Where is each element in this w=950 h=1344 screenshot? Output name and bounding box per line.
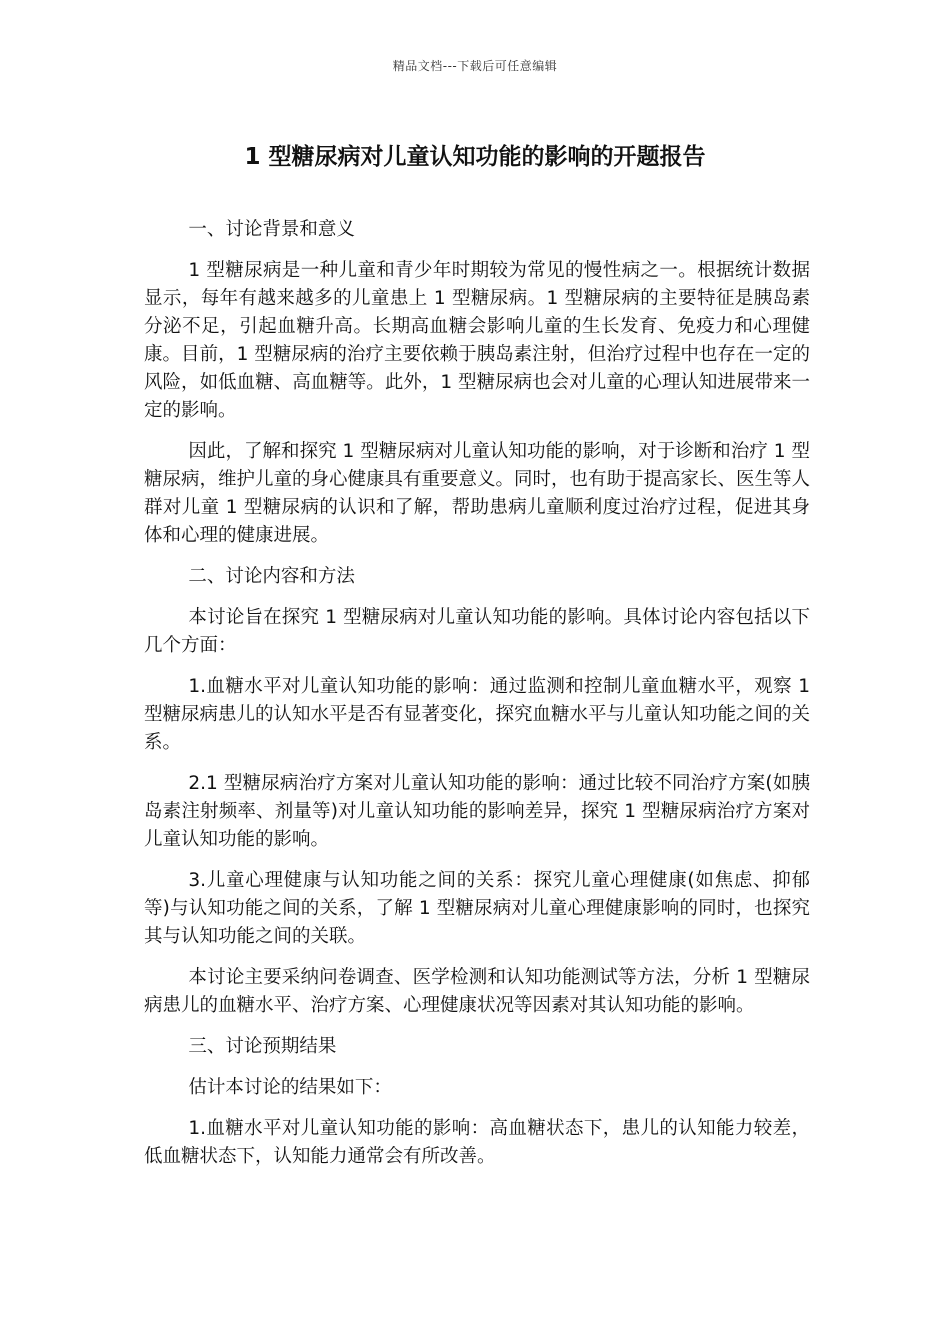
list-item-blood-sugar: 1.血糖水平对儿童认知功能的影响：通过监测和控制儿童血糖水平，观察 1 型糖尿病患儿的认知水平是否有显著变化，探究血糖水平与儿童认知功能之间的关系。 — [144, 676, 811, 753]
paragraph-background-2: 因此，了解和探究 1 型糖尿病对儿童认知功能的影响，对于诊断和治疗 1 型糖尿病，维护儿童的身心健康具有重要意义。同时，也有助于提高家长、医生等人群对儿童 1 型糖尿病的认识和了解，帮助患病儿童顺利度过治疗过程，促进其身体和心理的健康进展。 — [144, 441, 811, 546]
section-heading-background: 一、讨论背景和意义 — [188, 219, 355, 240]
paragraph-content-intro: 本讨论旨在探究 1 型糖尿病对儿童认知功能的影响。具体讨论内容包括以下几个方面： — [144, 607, 810, 656]
paragraph-results-intro: 估计本讨论的结果如下： — [188, 1077, 392, 1098]
section-heading-expected-results: 三、讨论预期结果 — [188, 1036, 337, 1057]
section-heading-content-methods: 二、讨论内容和方法 — [188, 566, 355, 587]
document-title: 1 型糖尿病对儿童认知功能的影响的开题报告 — [244, 144, 706, 170]
page-header-note: 精品文档---下载后可任意编辑 — [392, 59, 558, 73]
paragraph-methods: 本讨论主要采纳问卷调查、医学检测和认知功能测试等方法，分析 1 型糖尿病患儿的血糖水平、治疗方案、心理健康状况等因素对其认知功能的影响。 — [144, 967, 810, 1016]
document-body — [144, 216, 810, 1184]
list-item-treatment-plan: 2.1 型糖尿病治疗方案对儿童认知功能的影响：通过比较不同治疗方案(如胰岛素注射频率、剂量等)对儿童认知功能的影响差异，探究 1 型糖尿病治疗方案对儿童认知功能的影响。 — [144, 773, 810, 850]
paragraph-background-1: 1 型糖尿病是一种儿童和青少年时期较为常见的慢性病之一。根据统计数据显示，每年有越来越多的儿童患上 1 型糖尿病。1 型糖尿病的主要特征是胰岛素分泌不足，引起血糖升高。长期高血糖会影响儿童的生长发育、免疫力和心理健康。目前，1 型糖尿病的治疗主要依赖于胰岛素注射，但治疗过程中也存在一定的风险，如低血糖、高血糖等。此外，1 型糖尿病也会对儿童的心理认知进展带来一定的影响。 — [144, 260, 810, 421]
list-item-mental-health: 3.儿童心理健康与认知功能之间的关系：探究儿童心理健康(如焦虑、抑郁等)与认知功能之间的关系，了解 1 型糖尿病对儿童心理健康影响的同时，也探究其与认知功能之间的关联。 — [144, 870, 810, 947]
list-item-result-blood-sugar: 1.血糖水平对儿童认知功能的影响：高血糖状态下，患儿的认知能力较差，低血糖状态下，认知能力通常会有所改善。 — [144, 1118, 810, 1167]
